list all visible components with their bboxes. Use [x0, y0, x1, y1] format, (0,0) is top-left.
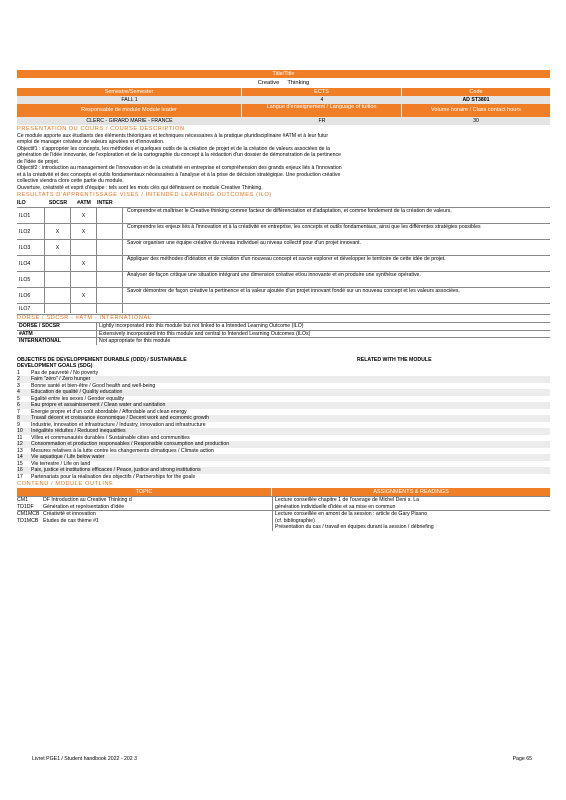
- ilo-description: Savoir organiser une équipe créative du niveau individuel au niveau collectif pour d'un projet innovant.: [127, 240, 362, 247]
- sdg-number: 8: [17, 415, 20, 422]
- sdg-number: 3: [17, 382, 20, 389]
- ilo-inter-mark: [97, 304, 123, 313]
- sdg-text: Energie propre et d'un coût abordable / Affordable and clean energy: [31, 408, 187, 415]
- semester-value: FALL 1: [121, 97, 138, 103]
- sdg-text: Eau propre et assainissement / Clean water and sanitation: [31, 402, 166, 409]
- presentation-line: Ouverture, créativité et esprit d'équipe : tels sont les mots clés qui définissent ce module Creative Thinking.: [17, 184, 263, 191]
- ilo-sdcsr-mark: [45, 256, 71, 271]
- ilo-description: Analyser de façon critique une situation intégrant une dimension créative et/ou innovante et en produire une synthèse opérative.: [127, 272, 421, 279]
- presentation-line: emploi de manager créateur de valeurs ajoutées et d'innovation.: [17, 139, 165, 146]
- presentation-line: et à la créativité et des concepts et outils fondamentaux nécessaires à l'analyse et à la prise de décision stratégique. Une production créative: [17, 171, 341, 178]
- semester-label: Semestre/Semester: [17, 88, 242, 96]
- sdg-list: [17, 370, 550, 481]
- sdg-heading-line-2: DEVELOPMENT GOALS (SDG): [17, 363, 93, 370]
- sdg-text: Mesures relatives à la lutte contre les changements climatiques / Climate action: [31, 447, 214, 454]
- content-assignment: [273, 511, 550, 531]
- legend-value: Not appropriate for this module: [99, 338, 171, 345]
- legend-value: Lightly incorporated into this module but not linked to a Intended Learning Outcome (ILO): [99, 323, 304, 330]
- session-title: DF Introduction au Creative Thinking d: [43, 497, 132, 504]
- content-topic: [17, 497, 273, 510]
- legend-table: [17, 322, 550, 345]
- semester-value-row: [17, 96, 550, 104]
- col-assignments: ASSIGNMENTS & READINGS: [373, 489, 449, 496]
- outcomes-header-row: [17, 199, 550, 207]
- volume-value: 30: [473, 118, 479, 124]
- ilo-description: Appliquer des méthodes d'idéation et de création d'un nouveau concept et savoir explorer et développer le territoire de cette idée de projet.: [127, 256, 446, 263]
- ilo-sdcsr-mark: X: [45, 240, 71, 255]
- responsible-header-row: [17, 104, 550, 117]
- content-row: [17, 496, 550, 510]
- ilo-id: ILO3: [17, 240, 45, 255]
- content-header-row: [17, 488, 550, 496]
- assignment-line: Lecture conseillée en amont de la session : article de Gary Pisano: [275, 511, 427, 518]
- responsible-value-row: [17, 117, 550, 125]
- ilo-atm-mark: X: [71, 256, 97, 271]
- title-value: [17, 78, 550, 88]
- ilo-id: ILO7: [17, 304, 45, 313]
- sdg-text: Egalité entre les sexes / Gender equality: [31, 395, 125, 402]
- session-code: TD1DF: [17, 503, 34, 510]
- legend-value: Extensively incorporated into this module and central to Intended Learning Outcomes (ILOs): [99, 330, 311, 337]
- ilo-sdcsr-mark: X: [45, 224, 71, 239]
- sdg-heading-line-1: OBJECTIFS DE DEVELOPPEMENT DURABLE (ODD) / SUSTAINABLE: [17, 356, 187, 363]
- sdg-number: 16: [17, 467, 23, 474]
- session-title: Génération et représentation d'idée: [43, 503, 125, 510]
- code-value: AD ST3801: [462, 97, 490, 103]
- ilo-atm-mark: [71, 272, 97, 287]
- sdg-number: 10: [17, 428, 23, 435]
- ilo-row: [17, 303, 550, 313]
- sdg-number: 9: [17, 421, 20, 428]
- volume-label: Volume horaire / Class contact hours: [431, 107, 521, 113]
- sdg-number: 6: [17, 402, 20, 409]
- footer-left: Livret PGE1 / Student handbook 2022 - 202 3: [32, 756, 137, 762]
- language-label: Langue d'enseignement / Language of tuition: [242, 104, 402, 117]
- presentation-heading: PRESENTATION DU COURS / COURSE DESCRIPTION: [17, 126, 185, 132]
- presentation-line: de l'idée de projet.: [17, 158, 60, 165]
- ilo-id: ILO1: [17, 208, 45, 223]
- session-title: Etudes de cas thème #1: [43, 517, 99, 524]
- sdg-number: 15: [17, 460, 23, 467]
- ilo-sdcsr-mark: [45, 304, 71, 313]
- sdg-number: 13: [17, 447, 23, 454]
- sdg-number: 5: [17, 395, 20, 402]
- ilo-id: ILO4: [17, 256, 45, 271]
- responsible-label: Responsable de module Module leader: [17, 104, 242, 117]
- page-footer: [32, 756, 532, 763]
- ilo-row: [17, 287, 550, 303]
- ilo-sdcsr-mark: [45, 288, 71, 303]
- ilo-row: [17, 207, 550, 223]
- presentation-text: [17, 133, 550, 192]
- presentation-line: Ce module apporte aux étudiants des éléments théoriques et techniques nécessaires à la pratique pluridisciplinaire #ATM et à leur futur: [17, 132, 329, 139]
- ilo-row: [17, 255, 550, 271]
- sdg-heading-row: [17, 357, 550, 370]
- ilo-sdcsr-mark: [45, 208, 71, 223]
- sdg-text: Inégalités réduites / Reduced inequalities: [31, 428, 126, 435]
- assignment-line: Présentation du cas / travail en équipes durant la session / débriefing: [275, 524, 434, 531]
- session-code: CM1MCB: [17, 511, 40, 518]
- sdg-text: Education de qualité / Quality education: [31, 389, 123, 396]
- ects-value: 4: [320, 97, 324, 103]
- ilo-sdcsr-mark: [45, 272, 71, 287]
- sdg-number: 2: [17, 376, 20, 383]
- assignment-line: génération individuelle d'idée et sa mise en commun: [275, 503, 396, 510]
- sdg-number: 1: [17, 369, 20, 376]
- sdg-text: Partenariats pour la réalisation des objectifs / Partnerships for the goals: [31, 473, 196, 480]
- legend-row: [17, 330, 550, 338]
- ilo-inter-mark: [97, 272, 123, 287]
- sdg-number: 14: [17, 454, 23, 461]
- sdg-text: Paix, justice et institutions efficaces / Peace, justice and strong institutions: [31, 467, 201, 474]
- col-sdcsr: SDCSR: [48, 200, 68, 207]
- ects-label: ECTS: [242, 88, 402, 96]
- code-label: Code: [469, 89, 483, 95]
- ilo-id: ILO2: [17, 224, 45, 239]
- ilo-description: Comprendre et maîtriser le Creative thinking comme facteur de différenciation et d'adaptation, et comme fondement de la création de valeurs.: [127, 208, 452, 215]
- responsible-value: CLERC - GIRARD MARIE - FRANCE: [86, 118, 173, 124]
- semester-header-row: [17, 88, 550, 96]
- footer-page: Page 65: [512, 756, 532, 762]
- title-label: Title/Title: [272, 71, 295, 77]
- sdg-number: 4: [17, 389, 20, 396]
- ilo-atm-mark: X: [71, 288, 97, 303]
- sdg-text: Travail décent et croissance économique / Decent work and economic growth: [31, 415, 210, 422]
- legend-row: [17, 322, 550, 330]
- presentation-line: collective viendra clore cette partie du module.: [17, 178, 124, 185]
- sdg-number: 17: [17, 473, 23, 480]
- ilo-atm-mark: [71, 240, 97, 255]
- legend-row: [17, 337, 550, 345]
- ilo-atm-mark: [71, 304, 97, 313]
- sdg-item: [17, 474, 550, 481]
- col-ilo: ILO: [17, 200, 26, 207]
- ilo-inter-mark: [97, 224, 123, 239]
- sdg-text: Consommation et production responsables / Responsible consumption and production: [31, 441, 230, 448]
- outcomes-table: [17, 207, 550, 313]
- presentation-line: génération de l'idée innovante, de l'exploration et de la cartographie du concept à la rédaction d'un dossier de démonstration de la pertinence: [17, 152, 341, 159]
- title-word-2: Thinking: [287, 80, 310, 86]
- ilo-description: Savoir démontrer de façon créative la pertinence et la valeur ajoutée d'un projet innovant fondé sur un nouveau concept et les valeurs associées.: [127, 288, 460, 295]
- assignment-line: (cf. bibliographie): [275, 517, 315, 524]
- content-row: [17, 510, 550, 531]
- session-title: Créativité et innovation: [43, 511, 96, 518]
- ilo-inter-mark: [97, 256, 123, 271]
- ilo-atm-mark: X: [71, 208, 97, 223]
- sdg-number: 7: [17, 408, 20, 415]
- ilo-description: Comprendre les enjeux liés à l'innovation et à la créativité en entreprise, les concepts et outils fondamentaux, ainsi que les différentes stratégies possibles: [127, 224, 481, 231]
- presentation-line: Objectif1 : s'approprier les concepts, les méthodes et quelques outils de la création de projet et de la création de valeurs associées de la: [17, 145, 330, 152]
- sdg-text: Pas de pauvreté / No poverty: [31, 369, 99, 376]
- sdg-text: Vie terrestre / Life on land: [31, 460, 91, 467]
- legend-key: DORSE / SDCSR: [17, 323, 97, 330]
- title-word-1: Creative: [257, 80, 280, 86]
- sdg-text: Faim "zéro" / Zero hunger: [31, 376, 91, 383]
- ilo-id: ILO5: [17, 272, 45, 287]
- ilo-row: [17, 239, 550, 255]
- sdg-text: Vie aquatique / Life below water: [31, 454, 105, 461]
- ilo-inter-mark: [97, 208, 123, 223]
- content-table: [17, 496, 550, 531]
- sdg-heading-right: RELATED WITH THE MODULE: [357, 356, 432, 363]
- ilo-inter-mark: [97, 288, 123, 303]
- sdg-text: Villes et communautés durables / Sustainable cities and communities: [31, 434, 190, 441]
- col-inter: INTER: [97, 200, 113, 207]
- language-value: FR: [318, 118, 326, 124]
- content-assignment: [273, 497, 550, 510]
- legend-key: INTERNATIONAL: [17, 338, 97, 345]
- title-label-bar: [17, 70, 550, 78]
- presentation-line: Objectif2 : introduction au management de l'innovation et de la créativité en entreprise et compréhension des grands enjeux liés à l'innovation: [17, 165, 342, 172]
- content-topic: [17, 511, 273, 531]
- ilo-row: [17, 223, 550, 239]
- ilo-description: [123, 304, 550, 313]
- sdg-text: Bonne santé et bien-être / Good health and well-being: [31, 382, 156, 389]
- content-heading: CONTENU / MODULE OUTLINE: [17, 481, 114, 488]
- session-code: CM1: [17, 497, 28, 504]
- ilo-row: [17, 271, 550, 287]
- legend-key: #ATM: [17, 331, 97, 338]
- ilo-id: ILO6: [17, 288, 45, 303]
- sdg-number: 11: [17, 434, 23, 441]
- assignment-line: Lecture conseillée chapitre 1 de l'ouvrage de Michel Deni s. La: [275, 497, 420, 504]
- col-topic: TOPIC: [17, 488, 272, 496]
- sdg-text: Industrie, innovation et infrastructure / Industry, innovation and infrastructure: [31, 421, 206, 428]
- sdg-number: 12: [17, 441, 23, 448]
- ilo-inter-mark: [97, 240, 123, 255]
- ilo-atm-mark: X: [71, 224, 97, 239]
- legend-heading: DORSE / SDCSR - #ATM - INTERNATIONAL: [17, 314, 550, 322]
- session-code: TD1MCB: [17, 517, 39, 524]
- col-atm: #ATM: [77, 200, 91, 207]
- syllabus-sheet: [17, 70, 550, 531]
- outcomes-heading: RESULTATS D'APPRENTISSAGE VISES / INTENDED LEARNING OUTCOMES (ILO): [17, 192, 272, 199]
- sdg-heading-left: [17, 357, 357, 370]
